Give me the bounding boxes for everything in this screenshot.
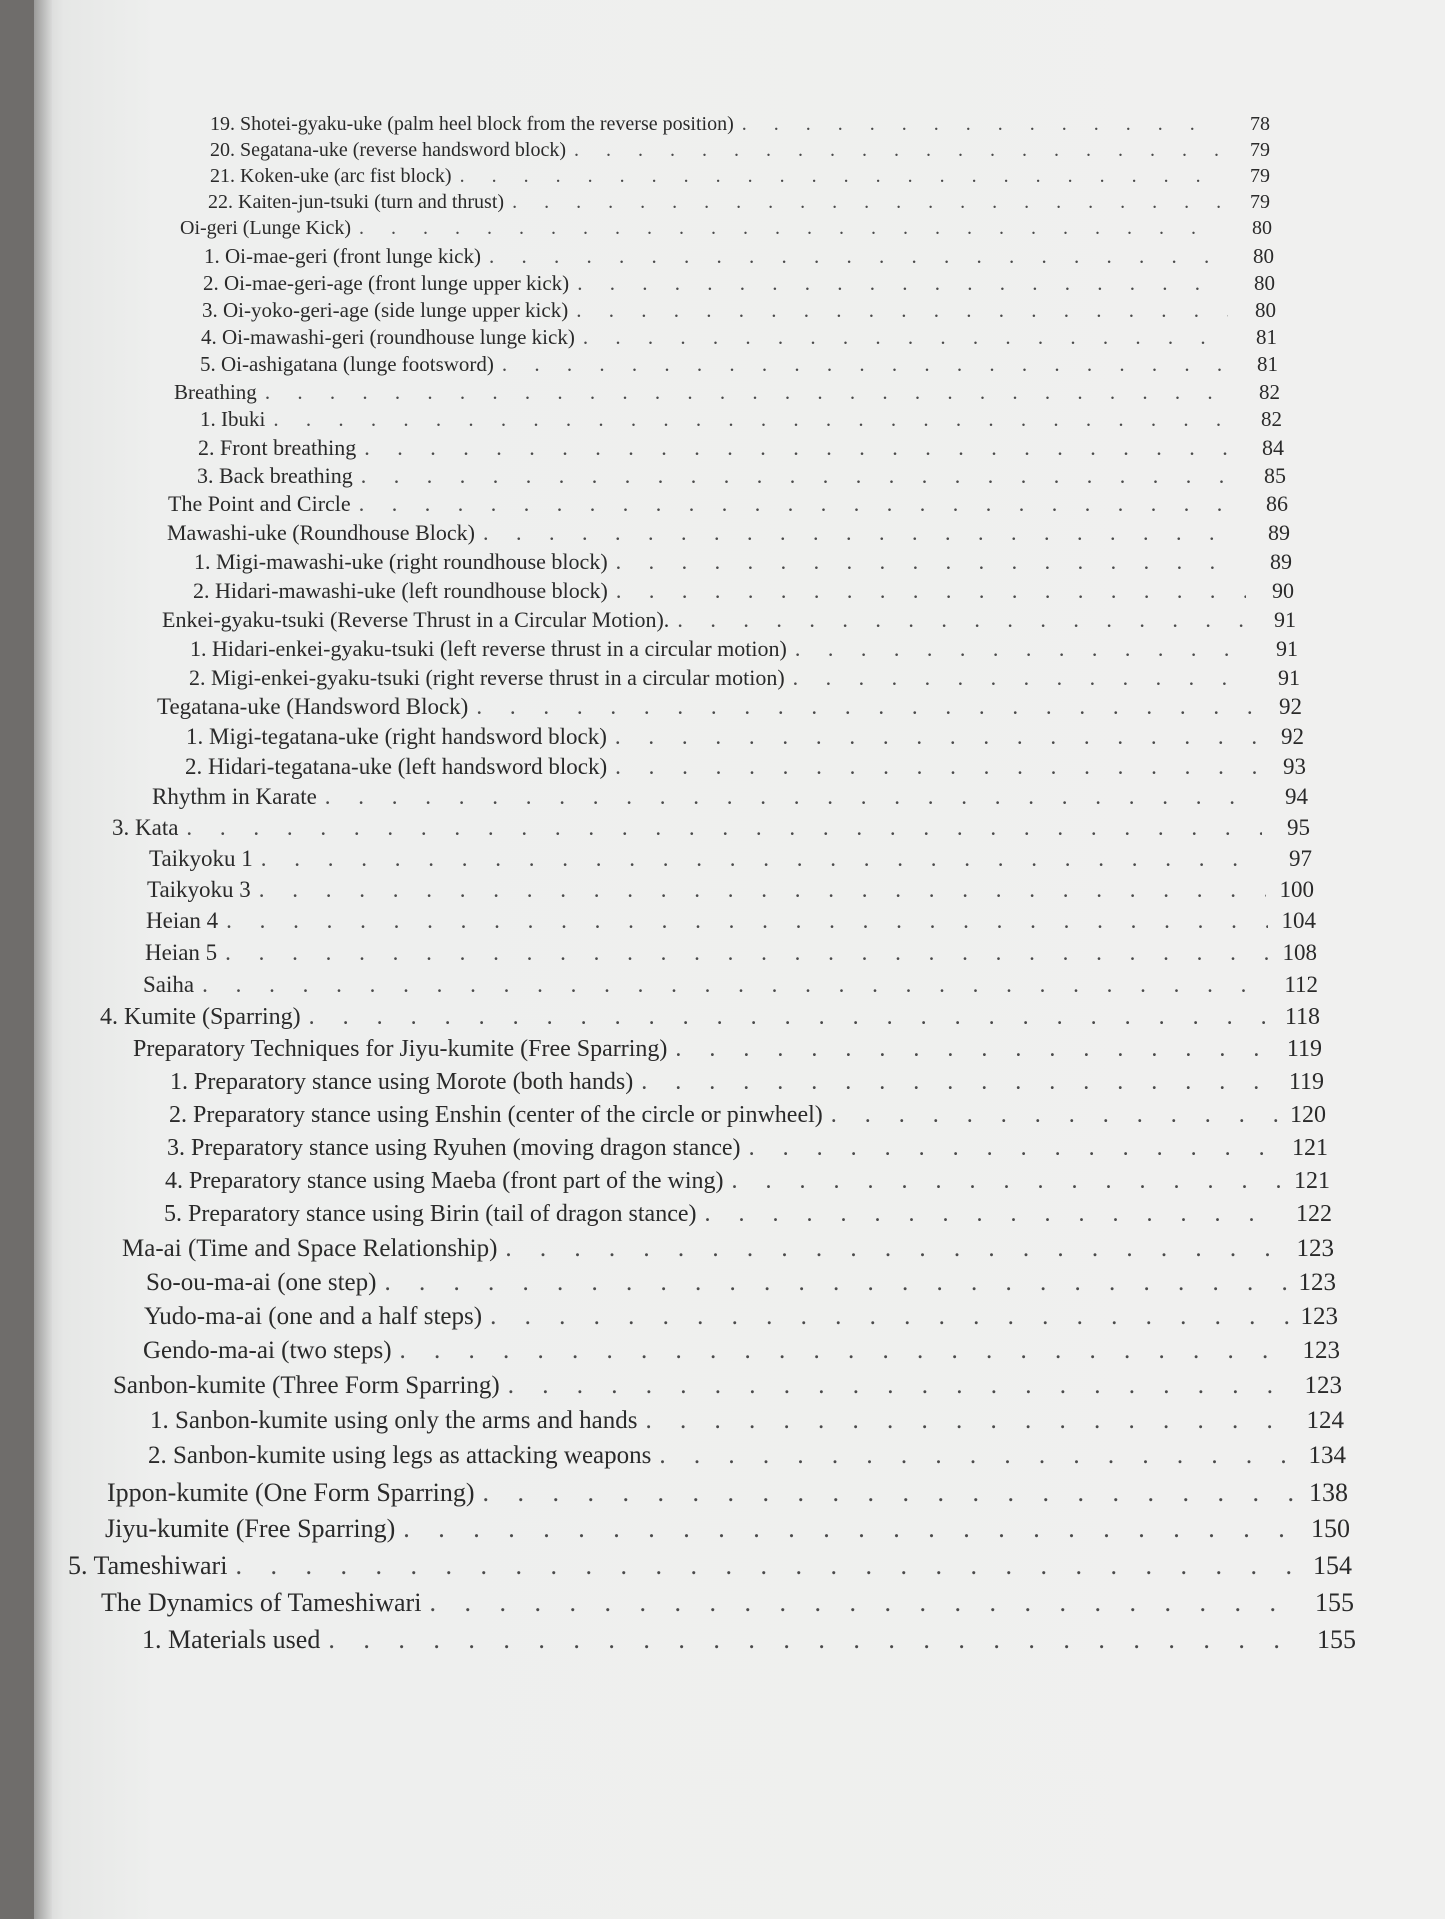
toc-entry xyxy=(112,815,1310,843)
toc-entry-page: 89 xyxy=(1268,520,1290,545)
toc-entry-page: 150 xyxy=(1311,1514,1350,1543)
toc-entry-page: 84 xyxy=(1262,435,1284,460)
toc-entry-title: 1. Migi-mawashi-uke (right roundhouse block) xyxy=(194,549,608,574)
toc-entry xyxy=(146,1269,1336,1297)
toc-entry xyxy=(146,908,1316,936)
toc-entry xyxy=(142,1625,1356,1653)
toc-entry-page: 121 xyxy=(1292,1135,1328,1161)
toc-entry xyxy=(150,1407,1344,1435)
toc-entry xyxy=(210,165,1270,193)
dot-leader xyxy=(400,1337,1292,1365)
toc-entry-page: 119 xyxy=(1288,1069,1324,1095)
dot-leader xyxy=(273,407,1234,432)
toc-entry-page: 82 xyxy=(1259,380,1280,404)
dot-leader xyxy=(476,694,1254,720)
dot-leader xyxy=(742,113,1222,136)
toc-entry-title: 2. Sanbon-kumite using legs as attacking weapons xyxy=(148,1442,652,1469)
toc-entry-page: 123 xyxy=(1304,1372,1342,1399)
toc-entry xyxy=(100,1004,1320,1032)
dot-leader xyxy=(615,754,1258,780)
toc-entry-title: 2. Front breathing xyxy=(198,435,357,460)
toc-entry-page: 79 xyxy=(1250,139,1270,161)
toc-entry-title: 3. Back breathing xyxy=(197,463,353,488)
toc-entry xyxy=(208,191,1270,219)
toc-entry-page: 123 xyxy=(1298,1269,1336,1296)
toc-entry-title: 19. Shotei-gyaku-uke (palm heel block from the reverse position) xyxy=(210,113,734,135)
toc-entry-page: 155 xyxy=(1315,1588,1354,1617)
dot-leader xyxy=(505,1235,1286,1263)
toc-entry-title: Rhythm in Karate xyxy=(152,784,317,809)
toc-entry-page: 90 xyxy=(1272,578,1294,603)
toc-entry xyxy=(143,972,1318,1000)
toc-entry xyxy=(190,636,1298,664)
toc-entry-page: 120 xyxy=(1290,1102,1326,1128)
toc-entry-page: 80 xyxy=(1252,217,1272,239)
toc-entry-page: 91 xyxy=(1274,607,1296,632)
toc-entry-title: 5. Oi-ashigatana (lunge footsword) xyxy=(200,352,494,376)
toc-entry-page: 97 xyxy=(1289,846,1312,871)
toc-entry xyxy=(204,244,1274,272)
toc-entry-title: Taikyoku 3 xyxy=(147,877,251,902)
dot-leader xyxy=(731,1168,1282,1195)
toc-entry xyxy=(200,407,1282,435)
toc-entry xyxy=(180,217,1272,245)
toc-entry-title: Mawashi-uke (Roundhouse Block) xyxy=(167,520,475,545)
dot-leader xyxy=(795,636,1250,662)
toc-entry-title: 1. Sanbon-kumite using only the arms and hands xyxy=(150,1407,638,1434)
dot-leader xyxy=(483,520,1242,546)
dot-leader xyxy=(261,846,1264,872)
dot-leader xyxy=(677,607,1248,633)
dot-leader xyxy=(483,1478,1299,1508)
toc-entry-title: 1. Materials used xyxy=(142,1625,321,1654)
dot-leader xyxy=(384,1269,1288,1297)
toc-entry xyxy=(167,520,1290,548)
dot-leader xyxy=(490,1303,1290,1331)
toc-entry-page: 154 xyxy=(1313,1551,1352,1580)
toc-entry-page: 81 xyxy=(1257,352,1278,376)
toc-entry-page: 78 xyxy=(1250,113,1270,135)
dot-leader xyxy=(325,784,1260,810)
toc-entry-title: 1. Migi-tegatana-uke (right handsword block) xyxy=(186,724,607,749)
toc-entry xyxy=(203,271,1275,299)
toc-entry xyxy=(167,1135,1328,1163)
toc-entry-page: 86 xyxy=(1266,491,1288,516)
toc-entry-page: 119 xyxy=(1286,1036,1322,1062)
dot-leader xyxy=(429,1588,1305,1618)
toc-entry xyxy=(174,380,1280,408)
dot-leader xyxy=(328,1625,1307,1655)
toc-entry-page: 92 xyxy=(1281,724,1304,749)
dot-leader xyxy=(793,665,1252,691)
toc-entry-title: 21. Koken-uke (arc fist block) xyxy=(210,165,452,187)
dot-leader xyxy=(645,1407,1296,1435)
table-of-contents xyxy=(34,0,1445,1919)
toc-entry-title: Heian 4 xyxy=(146,908,219,933)
dot-leader xyxy=(574,139,1222,162)
toc-entry-page: 79 xyxy=(1250,165,1270,187)
toc-entry xyxy=(200,352,1278,380)
dot-leader xyxy=(512,191,1222,214)
toc-entry-page: 91 xyxy=(1276,636,1298,661)
toc-entry-title: Preparatory Techniques for Jiyu-kumite (Free Sparring) xyxy=(133,1036,668,1062)
toc-entry-page: 123 xyxy=(1296,1235,1334,1262)
toc-entry-page: 138 xyxy=(1309,1478,1348,1507)
toc-entry-page: 80 xyxy=(1255,298,1276,322)
toc-entry-page: 85 xyxy=(1264,463,1286,488)
dot-leader xyxy=(359,491,1240,517)
toc-entry-page: 118 xyxy=(1284,1004,1320,1030)
toc-entry xyxy=(165,1168,1330,1196)
toc-entry xyxy=(113,1372,1342,1400)
dot-leader xyxy=(309,1004,1272,1031)
toc-entry-title: Breathing xyxy=(174,380,257,404)
toc-entry xyxy=(107,1478,1348,1506)
dot-leader xyxy=(508,1372,1294,1400)
toc-entry xyxy=(164,1201,1332,1229)
toc-entry-title: 2. Migi-enkei-gyaku-tsuki (right reverse thrust in a circular motion) xyxy=(189,665,785,690)
toc-entry-title: Gendo-ma-ai (two steps) xyxy=(143,1337,392,1364)
toc-entry-page: 121 xyxy=(1294,1168,1330,1194)
toc-entry-page: 94 xyxy=(1285,784,1308,809)
toc-entry xyxy=(105,1514,1350,1542)
toc-entry-title: Oi-geri (Lunge Kick) xyxy=(180,217,352,239)
toc-entry-title: 2. Hidari-mawashi-uke (left roundhouse block) xyxy=(193,578,608,603)
toc-entry-title: Ma-ai (Time and Space Relationship) xyxy=(122,1235,498,1262)
toc-entry xyxy=(101,1588,1354,1616)
dot-leader xyxy=(226,908,1268,934)
dot-leader xyxy=(361,463,1238,489)
toc-entry-title: Jiyu-kumite (Free Sparring) xyxy=(105,1514,396,1543)
toc-entry-title: Sanbon-kumite (Three Form Sparring) xyxy=(113,1372,500,1399)
toc-entry-title: 1. Ibuki xyxy=(200,407,266,431)
toc-entry-page: 134 xyxy=(1308,1442,1346,1469)
toc-entry xyxy=(194,549,1292,577)
toc-entry-title: 4. Oi-mawashi-geri (roundhouse lunge kick) xyxy=(201,325,575,349)
dot-leader xyxy=(641,1069,1276,1096)
toc-entry-title: 5. Tameshiwari xyxy=(68,1551,228,1580)
dot-leader xyxy=(577,271,1227,296)
toc-entry-page: 122 xyxy=(1296,1201,1332,1227)
toc-entry-title: Taikyoku 1 xyxy=(149,846,253,871)
toc-entry xyxy=(144,1303,1338,1331)
dot-leader xyxy=(616,549,1244,575)
dot-leader xyxy=(403,1514,1301,1544)
toc-entry-title: 3. Oi-yoko-geri-age (side lunge upper kick) xyxy=(202,298,569,322)
toc-entry-page: 104 xyxy=(1281,908,1316,933)
toc-entry-title: 1. Hidari-enkei-gyaku-tsuki (left reverse thrust in a circular motion) xyxy=(190,636,787,661)
toc-entry-title: 22. Kaiten-jun-tsuki (turn and thrust) xyxy=(208,191,505,213)
toc-entry-title: Enkei-gyaku-tsuki (Reverse Thrust in a Circular Motion). xyxy=(162,607,670,632)
toc-entry xyxy=(201,325,1277,353)
toc-entry xyxy=(197,463,1286,491)
toc-entry xyxy=(198,435,1284,463)
dot-leader xyxy=(616,578,1246,604)
toc-entry-page: 108 xyxy=(1282,940,1317,965)
toc-entry-title: 4. Preparatory stance using Maeba (front part of the wing) xyxy=(165,1168,724,1194)
toc-entry-title: 1. Preparatory stance using Morote (both hands) xyxy=(170,1069,634,1095)
toc-entry xyxy=(133,1036,1322,1064)
toc-entry-page: 80 xyxy=(1254,271,1275,295)
dot-leader xyxy=(202,972,1270,998)
dot-leader xyxy=(259,877,1266,903)
dot-leader xyxy=(364,435,1236,461)
toc-entry-page: 79 xyxy=(1250,191,1270,213)
dot-leader xyxy=(615,724,1256,750)
dot-leader xyxy=(831,1102,1278,1129)
toc-entry xyxy=(168,491,1288,519)
toc-entry-title: So-ou-ma-ai (one step) xyxy=(146,1269,377,1296)
dot-leader xyxy=(659,1442,1298,1470)
toc-entry xyxy=(143,1337,1340,1365)
dot-leader xyxy=(265,380,1232,405)
toc-entry xyxy=(122,1235,1334,1263)
toc-entry-page: 91 xyxy=(1278,665,1300,690)
dot-leader xyxy=(225,940,1269,966)
toc-entry xyxy=(148,1442,1346,1470)
toc-entry-page: 82 xyxy=(1261,407,1282,431)
toc-entry-title: The Dynamics of Tameshiwari xyxy=(101,1588,422,1617)
toc-entry xyxy=(157,694,1302,722)
toc-entry-page: 124 xyxy=(1306,1407,1344,1434)
toc-entry xyxy=(186,724,1304,752)
toc-entry-page: 92 xyxy=(1279,694,1302,719)
toc-entry-title: 20. Segatana-uke (reverse handsword block) xyxy=(210,139,566,161)
toc-entry-title: 3. Kata xyxy=(112,815,179,840)
book-page xyxy=(34,0,1445,1919)
toc-entry-title: Heian 5 xyxy=(145,940,218,965)
toc-entry-page: 155 xyxy=(1317,1625,1356,1654)
dot-leader xyxy=(460,165,1222,188)
toc-entry xyxy=(210,139,1270,167)
dot-leader xyxy=(359,217,1224,240)
toc-entry xyxy=(147,877,1314,905)
toc-entry-title: 2. Oi-mae-geri-age (front lunge upper kick) xyxy=(203,271,570,295)
toc-entry xyxy=(210,113,1270,141)
toc-entry-title: Ippon-kumite (One Form Sparring) xyxy=(107,1478,475,1507)
toc-entry-title: Tegatana-uke (Handsword Block) xyxy=(157,694,469,719)
dot-leader xyxy=(705,1201,1285,1228)
toc-entry xyxy=(202,298,1276,326)
dot-leader xyxy=(186,815,1262,841)
toc-entry-page: 93 xyxy=(1283,754,1306,779)
toc-entry-page: 123 xyxy=(1302,1337,1340,1364)
toc-entry xyxy=(185,754,1306,782)
toc-entry-page: 112 xyxy=(1284,972,1318,997)
toc-entry xyxy=(149,846,1312,874)
toc-entry-title: The Point and Circle xyxy=(168,491,351,516)
dot-leader xyxy=(502,352,1230,377)
toc-entry-page: 80 xyxy=(1253,244,1274,268)
toc-entry-page: 100 xyxy=(1279,877,1314,902)
toc-entry xyxy=(162,607,1296,635)
toc-entry-page: 81 xyxy=(1256,325,1277,349)
toc-entry xyxy=(169,1102,1326,1130)
toc-entry-title: 5. Preparatory stance using Birin (tail of dragon stance) xyxy=(164,1201,697,1227)
toc-entry xyxy=(68,1551,1352,1579)
dot-leader xyxy=(583,325,1229,350)
toc-entry xyxy=(145,940,1317,968)
toc-entry-page: 123 xyxy=(1300,1303,1338,1330)
dot-leader xyxy=(489,244,1226,269)
toc-entry-title: 2. Hidari-tegatana-uke (left handsword block) xyxy=(185,754,608,779)
toc-entry-page: 89 xyxy=(1270,549,1292,574)
toc-entry-title: 1. Oi-mae-geri (front lunge kick) xyxy=(204,244,481,268)
toc-entry-title: Yudo-ma-ai (one and a half steps) xyxy=(144,1303,483,1330)
dot-leader xyxy=(675,1036,1274,1063)
toc-entry xyxy=(170,1069,1324,1097)
toc-entry-title: 2. Preparatory stance using Enshin (center of the circle or pinwheel) xyxy=(169,1102,823,1128)
toc-entry-title: 4. Kumite (Sparring) xyxy=(100,1004,301,1030)
toc-entry-title: Saiha xyxy=(143,972,195,997)
toc-entry-title: 3. Preparatory stance using Ryuhen (moving dragon stance) xyxy=(167,1135,741,1161)
toc-entry xyxy=(193,578,1294,606)
toc-entry-page: 95 xyxy=(1287,815,1310,840)
dot-leader xyxy=(749,1135,1280,1162)
dot-leader xyxy=(235,1551,1303,1581)
toc-entry xyxy=(189,665,1300,693)
toc-entry xyxy=(152,784,1308,812)
dot-leader xyxy=(576,298,1228,323)
